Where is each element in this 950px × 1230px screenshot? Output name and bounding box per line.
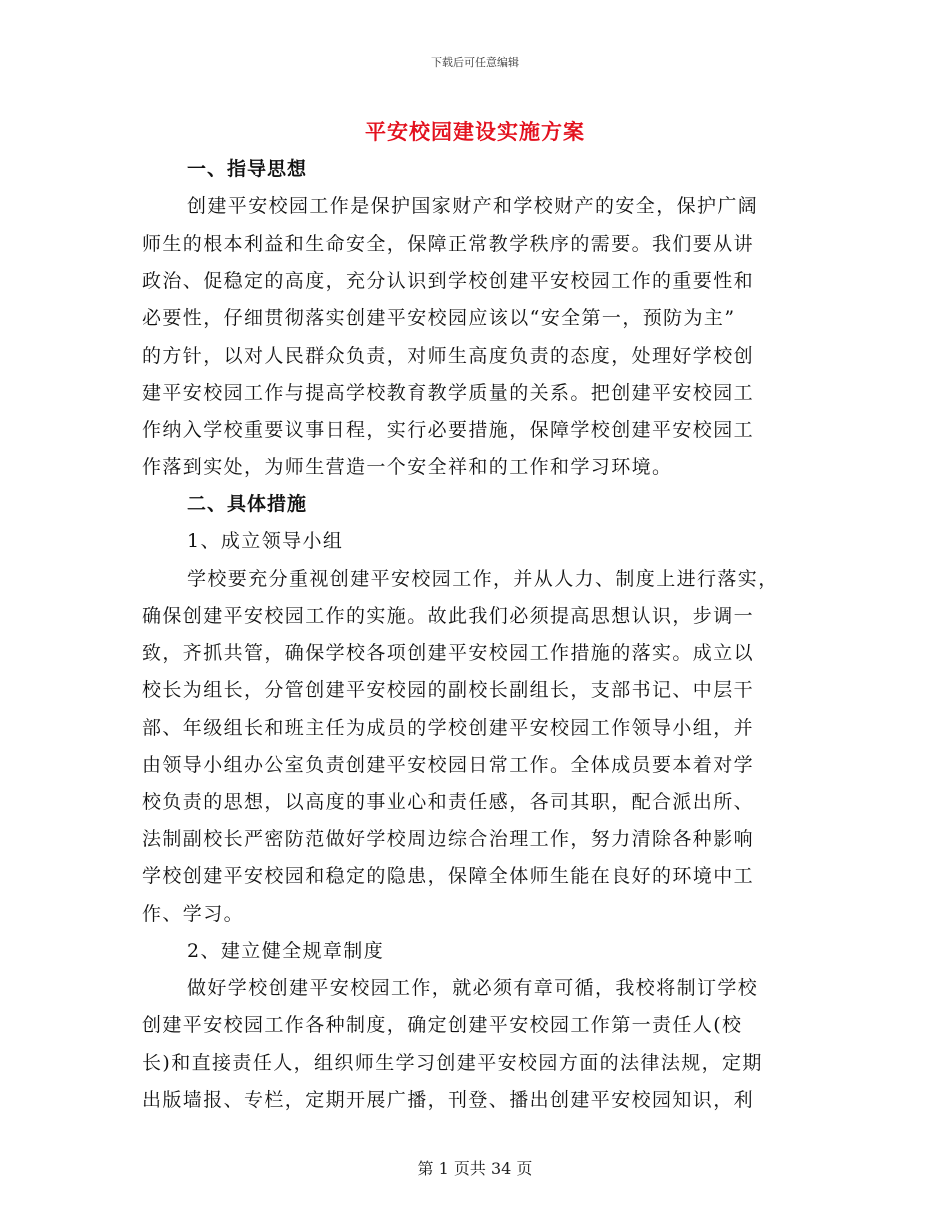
paragraph-line: 出版墙报、专栏，定期开展广播，刊登、播出创建平安校园知识，利 — [142, 1089, 755, 1111]
paragraph-line: 学校创建平安校园和稳定的隐患，保障全体师生能在良好的环境中工 — [142, 865, 755, 887]
paragraph-line: 创建平安校园工作各种制度，确定创建平安校园工作第一责任人(校 — [142, 1014, 743, 1036]
paragraph-line: 师生的根本利益和生命安全，保障正常教学秩序的需要。我们要从讲 — [142, 233, 755, 255]
section-heading: 一、指导思想 — [187, 158, 308, 180]
subsection-heading: 1、成立领导小组 — [187, 530, 344, 552]
paragraph-line: 作落到实处，为师生营造一个安全祥和的工作和学习环境。 — [142, 456, 673, 478]
paragraph-line: 由领导小组办公室负责创建平安校园日常工作。全体成员要本着对学 — [142, 754, 755, 776]
paragraph-line: 法制副校长严密防范做好学校周边综合治理工作，努力清除各种影响 — [142, 828, 755, 850]
paragraph-line: 部、年级组长和班主任为成员的学校创建平安校园工作领导小组，并 — [142, 717, 755, 739]
paragraph-line: 校长为组长，分管创建平安校园的副校长副组长，支部书记、中层干 — [142, 679, 755, 701]
paragraph-line: 必要性，仔细贯彻落实创建平安校园应该以“安全第一，预防为主” — [142, 307, 736, 329]
page-number-footer: 第 1 页共 34 页 — [417, 1159, 533, 1178]
paragraph-line: 作纳入学校重要议事日程，实行必要措施，保障学校创建平安校园工 — [142, 419, 755, 441]
paragraph-line: 做好学校创建平安校园工作，就必须有章可循，我校将制订学校 — [187, 977, 759, 999]
paragraph-line: 学校要充分重视创建平安校园工作，并从人力、制度上进行落实， — [187, 568, 779, 590]
paragraph-line: 政治、促稳定的高度，充分认识到学校创建平安校园工作的重要性和 — [142, 270, 755, 292]
paragraph-line: 建平安校园工作与提高学校教育教学质量的关系。把创建平安校园工 — [142, 382, 755, 404]
paragraph-line: 创建平安校园工作是保护国家财产和学校财产的安全，保护广阔 — [187, 195, 759, 217]
paragraph-line: 的方针，以对人民群众负责，对师生高度负责的态度，处理好学校创 — [142, 345, 755, 367]
header-note: 下载后可任意编辑 — [431, 56, 519, 69]
paragraph-line: 长)和直接责任人，组织师生学习创建平安校园方面的法律法规，定期 — [142, 1052, 763, 1074]
paragraph-line: 校负责的思想，以高度的事业心和责任感，各司其职，配合派出所、 — [142, 791, 755, 813]
document-title: 平安校园建设实施方案 — [365, 119, 585, 144]
paragraph-line: 确保创建平安校园工作的实施。故此我们必须提高思想认识，步调一 — [142, 605, 755, 627]
section-heading: 二、具体措施 — [187, 493, 308, 515]
paragraph-line: 致，齐抓共管，确保学校各项创建平安校园工作措施的落实。成立以 — [142, 642, 755, 664]
paragraph-line: 作、学习。 — [142, 903, 245, 925]
subsection-heading: 2、建立健全规章制度 — [187, 940, 385, 962]
